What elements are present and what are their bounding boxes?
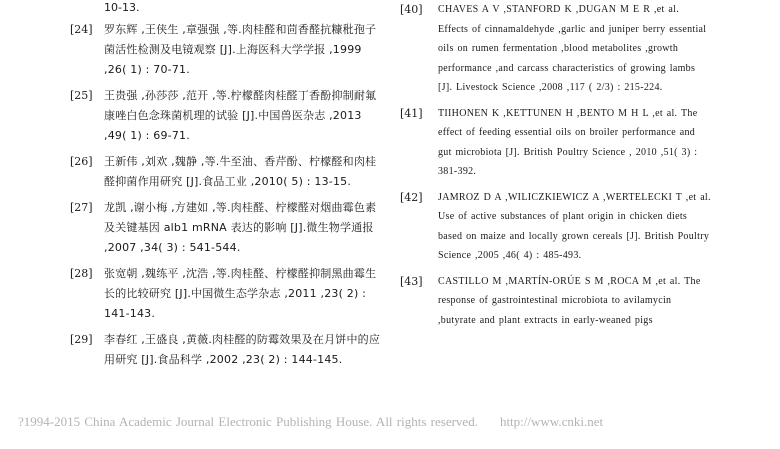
right-reference-column <box>400 0 712 336</box>
reference-text: 王新伟 ,刘欢 ,魏静 ,等.牛至油、香芹酚、柠檬醛和肉桂醛抑菌作用研究 [J].食品工业 ,2010( 5) : 13-15. <box>104 155 377 188</box>
reference-text: CHAVES A V ,STANFORD K ,DUGAN M E R ,et al. Effects of cinnamaldehyde ,garlic and juniper berry essential oils on rumen fermentation ,blood metabolites ,growth performance ,and carcass characteristics of growing lambs [J]. Livestock Science ,2008 ,117 ( 2/3) : 215-224. <box>438 4 707 93</box>
reference-continuation: 10-13. <box>104 1 140 14</box>
reference-text: CASTILLO M ,MARTÍN-ORÚE S M ,ROCA M ,et al. The response of gastrointestinal microbiota to avilamycin ,butyrate and plant extracts in early-weaned pigs <box>438 275 701 326</box>
reference-number: [28] <box>70 267 93 280</box>
reference-entry-43 <box>400 272 712 331</box>
left-reference-column <box>70 0 382 376</box>
reference-text: 张宽朝 ,魏练平 ,沈浩 ,等.肉桂醛、柠檬醛抑制黑曲霉生长的比较研究 [J].中国微生态学杂志 ,2011 ,23( 2) : 141-143. <box>104 267 377 320</box>
reference-number: [43] <box>400 274 423 288</box>
reference-number: [29] <box>70 333 93 346</box>
reference-number: [41] <box>400 106 423 120</box>
reference-entry-41 <box>400 104 712 182</box>
reference-text: 王贵强 ,孙莎莎 ,范开 ,等.柠檬醛肉桂醛丁香酚抑制耐氟康唑白色念珠菌机理的试验 [J].中国兽医杂志 ,2013 ,49( 1) : 69-71. <box>104 89 377 142</box>
reference-entry-28 <box>70 264 382 324</box>
copyright-footer <box>18 414 603 430</box>
cnki-url: http://www.cnki.net <box>499 414 604 429</box>
reference-text: 李春红 ,王盛良 ,黄薇.肉桂醛的防霉效果及在月饼中的应用研究 [J].食品科学 ,2002 ,23( 2) : 144-145. <box>104 333 381 366</box>
copyright-text: ?1994-2015 China Academic Journal Electronic Publishing House. All rights reserved. <box>18 414 478 429</box>
reference-entry-42 <box>400 188 712 266</box>
reference-number: [40] <box>400 3 423 16</box>
reference-text: JAMROZ D A ,WILICZKIEWICZ A ,WERTELECKI T ,et al. Use of active substances of plant origin in chicken diets based on maize and locally grown cereals [J]. British Poultry Science ,2005 ,46( 4) : 485-493. <box>438 191 711 261</box>
reference-entry-29 <box>70 330 382 370</box>
reference-entry-24 <box>70 20 382 80</box>
reference-number: [24] <box>70 23 93 36</box>
reference-number: [42] <box>400 190 423 204</box>
reference-entry-25 <box>70 86 382 146</box>
reference-entry-26 <box>70 152 382 192</box>
reference-number: [25] <box>70 89 93 102</box>
reference-text: 罗东辉 ,王侠生 ,章强强 ,等.肉桂醛和茴香醛抗糠秕孢子菌活性检测及电镜观察 [J].上海医科大学学报 ,1999 ,26( 1) : 70-71. <box>104 23 377 76</box>
reference-number: [26] <box>70 155 93 168</box>
reference-text: 龙凯 ,谢小梅 ,方建如 ,等.肉桂醛、柠檬醛对烟曲霉色素及关键基因 alb1 mRNA 表达的影响 [J].微生物学通报 ,2007 ,34( 3) : 541-544. <box>104 201 377 254</box>
reference-entry-27 <box>70 198 382 258</box>
reference-text: TIIHONEN K ,KETTUNEN H ,BENTO M H L ,et al. The effect of feeding essential oils on broiler performance and gut microbiota [J]. British Poultry Science , 2010 ,51( 3) : 381-392. <box>438 107 698 177</box>
reference-number: [27] <box>70 201 93 214</box>
reference-entry-40 <box>400 0 712 98</box>
